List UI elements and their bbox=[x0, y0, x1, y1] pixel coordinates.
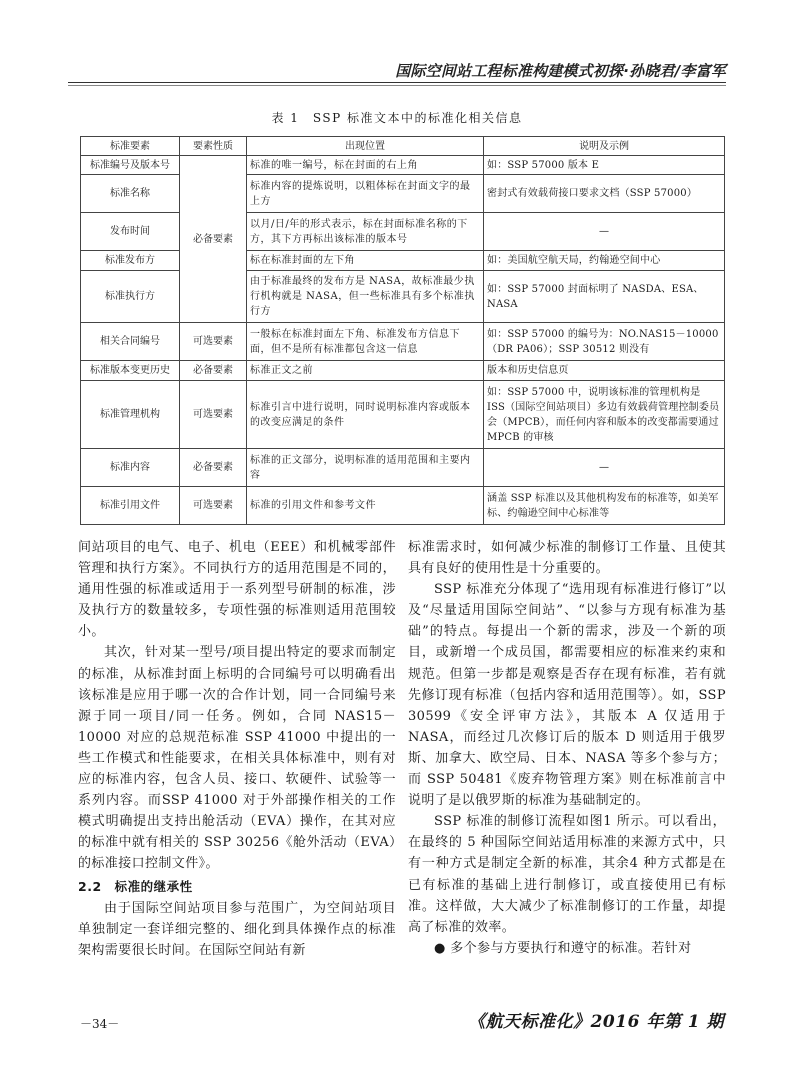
example-cell: 密封式有效载荷接口要求文档（SSP 57000） bbox=[484, 175, 725, 213]
example-cell: — bbox=[484, 213, 725, 251]
location-cell: 标准的引用文件和参考文件 bbox=[247, 487, 484, 525]
example-cell: 如：SSP 57000 版本 E bbox=[484, 156, 725, 175]
element-cell: 标准版本变更历史 bbox=[81, 361, 180, 381]
element-cell: 标准执行方 bbox=[81, 271, 180, 323]
table-row bbox=[81, 449, 725, 487]
element-cell: 发布时间 bbox=[81, 213, 180, 251]
body-column-left bbox=[78, 537, 396, 961]
example-cell: 如：美国航空航天局，约翰逊空间中心 bbox=[484, 251, 725, 271]
location-cell: 标在标准封面的左下角 bbox=[247, 251, 484, 271]
body-column-right bbox=[408, 537, 726, 959]
body-paragraph: 间站项目的电气、电子、机电（EEE）和机械零部件管理和执行方案》。不同执行方的适用范围是不同的，通用性强的标准或适用于一系列型号研制的标准，涉及执行方的数量较多，专项性强的标准则适用范围较小。 bbox=[78, 540, 396, 640]
property-cell: 必备要素 bbox=[180, 449, 247, 487]
table-row bbox=[81, 271, 725, 323]
journal-name: 《航天标准化》2016 年第 1 期 bbox=[468, 1012, 724, 1032]
element-cell: 标准编号及版本号 bbox=[81, 156, 180, 175]
location-cell: 一般标在标准封面左下角、标准发布方信息下面，但不是所有标准都包含这一信息 bbox=[247, 323, 484, 361]
property-cell: 必备要素 bbox=[180, 361, 247, 381]
property-cell: 必备要素 bbox=[180, 156, 247, 323]
example-cell: 如：SSP 57000 中，说明该标准的管理机构是 ISS（国际空间站项目）多边有效载荷管理控制委员会（MPCB），而任何内容和版本的改变都需要通过 MPCB 的审核 bbox=[484, 381, 725, 449]
property-cell: 可选要素 bbox=[180, 487, 247, 525]
body-paragraph: SSP 标准的制修订流程如图1 所示。可以看出，在最终的 5 种国际空间站适用标准的来源方式中，只有一种方式是制定全新的标准，其余4 种方式都是在已有标准的基础上进行制修订，或直接使用已有标准。这样做，大大减少了标准制修订的工作量，却提高了标准的效率。 bbox=[408, 814, 726, 935]
element-cell: 相关合同编号 bbox=[81, 323, 180, 361]
location-cell: 以月/日/年的形式表示，标在封面标准名称的下方，其下方再标出该标准的版本号 bbox=[247, 213, 484, 251]
body-paragraph: 由于国际空间站项目参与范围广，为空间站项目单独制定一套详细完整的、细化到具体操作点的标准架构需要很长时间。在国际空间站有新 bbox=[78, 900, 396, 958]
section-heading: 2.2 标准的继承性 bbox=[78, 878, 193, 894]
property-cell: 可选要素 bbox=[180, 381, 247, 449]
header-rule bbox=[68, 82, 726, 83]
example-cell: 如：SSP 57000 的编号为：NO.NAS15－10000 （DR PA06）；SSP 30512 则没有 bbox=[484, 323, 725, 361]
example-cell: 如：SSP 57000 封面标明了 NASDA、ESA、NASA bbox=[484, 271, 725, 323]
table-row bbox=[81, 381, 725, 449]
table-row bbox=[81, 487, 725, 525]
location-cell: 标准引言中进行说明，同时说明标准内容或版本的改变应满足的条件 bbox=[247, 381, 484, 449]
page-number: －34－ bbox=[80, 1017, 120, 1031]
body-paragraph: SSP 标准充分体现了“选用现有标准进行修订”以及“尽量适用国际空间站”、“以参与方现有标准为基础”的特点。每提出一个新的需求，涉及一个新的项目，或新增一个成员国，都需要相应的标准来约束和规范。但第一步都是观察是否存在现有标准，若有就先修订现有标准（包括内容和适用范围等）。如，SSP 30599《安全评审方法》，其版本 A 仅适用于 NASA，而经过几次修订后的版本 D 则适用于俄罗斯、加拿大、欧空局、日本、NASA 等多个参与方；而 SSP 50481《废弃物管理方案》则在标准前言中说明了是以俄罗斯的标准为基础制定的。 bbox=[408, 582, 726, 809]
table-row bbox=[81, 323, 725, 361]
example-cell: 涵盖 SSP 标准以及其他机构发布的标准等，如美军标、约翰逊空间中心标准等 bbox=[484, 487, 725, 525]
column-header: 标准要素 bbox=[81, 137, 180, 156]
standard-info-table bbox=[80, 136, 725, 525]
location-cell: 标准正文之前 bbox=[247, 361, 484, 381]
table-row bbox=[81, 251, 725, 271]
header-rule-thin bbox=[68, 85, 726, 86]
property-cell: 可选要素 bbox=[180, 323, 247, 361]
element-cell: 标准发布方 bbox=[81, 251, 180, 271]
element-cell: 标准名称 bbox=[81, 175, 180, 213]
location-cell: 标准内容的提炼说明，以粗体标在封面文字的最上方 bbox=[247, 175, 484, 213]
body-paragraph: 标准需求时，如何减少标准的制修订工作量、且使其具有良好的使用性是十分重要的。 bbox=[408, 540, 726, 577]
table-row bbox=[81, 175, 725, 213]
element-cell: 标准管理机构 bbox=[81, 381, 180, 449]
table-row bbox=[81, 361, 725, 381]
element-cell: 标准内容 bbox=[81, 449, 180, 487]
bullet-paragraph: ● 多个参与方要执行和遵守的标准。若针对 bbox=[408, 938, 726, 959]
column-header: 出现位置 bbox=[247, 137, 484, 156]
table-row bbox=[81, 156, 725, 175]
element-cell: 标准引用文件 bbox=[81, 487, 180, 525]
running-title: 国际空间站工程标准构建模式初探·孙晓君/李富军 bbox=[395, 62, 726, 80]
body-paragraph: 其次，针对某一型号/项目提出特定的要求而制定的标准，从标准封面上标明的合同编号可以明确看出该标准是应用于哪一次的合作计划，同一合同编号来源于同一项目/同一任务。例如，合同 NAS15－10000 对应的总规范标准 SSP 41000 中提出的一些工作模式和性能要求，在相关具体标准中，则有对应的标准内容，包含人员、接口、软硬件、试验等一系列内容。而SSP 41000 对于外部操作相关的工作模式明确提出支持出舱活动（EVA）操作，在其对应的标准中就有相关的 SSP 30256《舱外活动（EVA）的标准接口控制文件》。 bbox=[78, 645, 396, 872]
example-cell: — bbox=[484, 449, 725, 487]
column-header: 说明及示例 bbox=[484, 137, 725, 156]
location-cell: 标准的正文部分，说明标准的适用范围和主要内容 bbox=[247, 449, 484, 487]
location-cell: 标准的唯一编号，标在封面的右上角 bbox=[247, 156, 484, 175]
location-cell: 由于标准最终的发布方是 NASA，故标准最少执行机构就是 NASA，但一些标准具有多个标准执行方 bbox=[247, 271, 484, 323]
column-header: 要素性质 bbox=[180, 137, 247, 156]
table-caption: 表 1 SSP 标准文本中的标准化相关信息 bbox=[271, 111, 523, 125]
example-cell: 版本和历史信息页 bbox=[484, 361, 725, 381]
table-row bbox=[81, 213, 725, 251]
